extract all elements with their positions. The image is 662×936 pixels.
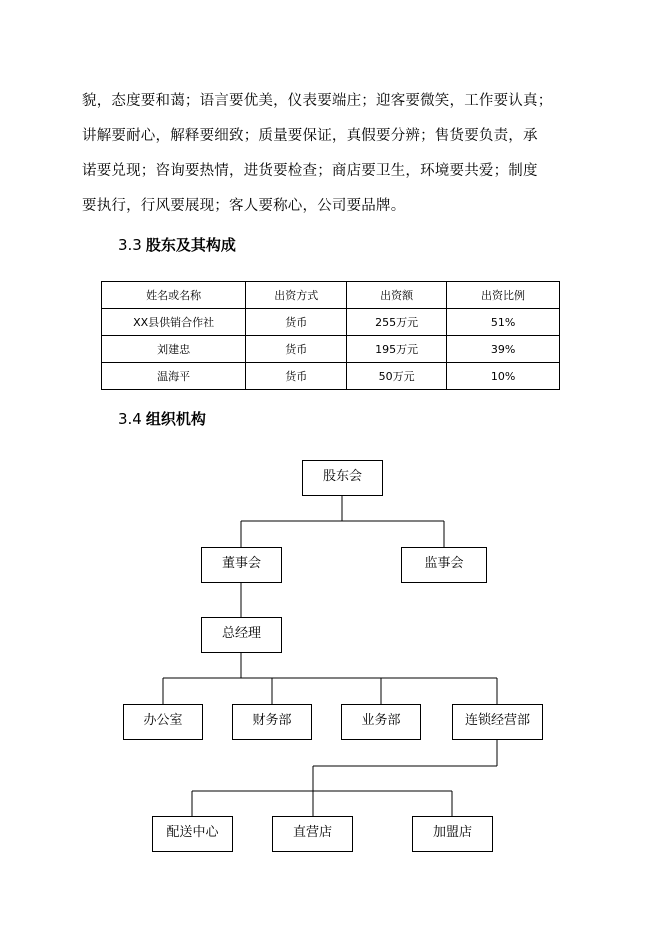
section-heading-shareholders xyxy=(118,234,236,255)
org-box-office: 办公室 xyxy=(123,704,203,740)
org-box-distribution-center: 配送中心 xyxy=(152,816,233,852)
org-box-board-of-directors: 董事会 xyxy=(201,547,282,583)
table-cell: XX县供销合作社 xyxy=(102,309,246,336)
paragraph-line: 要执行，行风要展现；客人要称心，公司要品牌。 xyxy=(82,198,406,214)
column-header: 出资方式 xyxy=(246,282,347,309)
table-cell: 货币 xyxy=(246,309,347,336)
table-cell: 50万元 xyxy=(347,363,447,390)
section-title: 股东及其构成 xyxy=(145,236,236,254)
table-cell: 51% xyxy=(447,309,560,336)
column-header: 出资额 xyxy=(347,282,447,309)
table-cell: 温海平 xyxy=(102,363,246,390)
body-paragraph xyxy=(82,84,582,224)
column-header: 姓名或名称 xyxy=(102,282,246,309)
table-cell: 刘建忠 xyxy=(102,336,246,363)
paragraph-line: 讲解要耐心，解释要细致；质量要保证，真假要分辨；售货要负责，承 xyxy=(82,128,538,144)
org-box-shareholders-meeting: 股东会 xyxy=(302,460,383,496)
table-cell: 货币 xyxy=(246,336,347,363)
table-row xyxy=(102,336,560,363)
table-row xyxy=(102,309,560,336)
table-row xyxy=(102,363,560,390)
table-cell: 货币 xyxy=(246,363,347,390)
org-box-business: 业务部 xyxy=(341,704,421,740)
table-header-row xyxy=(102,282,560,309)
org-box-chain-operations: 连锁经营部 xyxy=(452,704,543,740)
section-title: 组织机构 xyxy=(145,410,206,428)
shareholders-table xyxy=(101,281,560,390)
table-cell: 39% xyxy=(447,336,560,363)
org-box-franchise-store: 加盟店 xyxy=(412,816,493,852)
table-cell: 195万元 xyxy=(347,336,447,363)
column-header: 出资比例 xyxy=(447,282,560,309)
paragraph-line: 貌，态度要和蔼；语言要优美，仪表要端庄；迎客要微笑，工作要认真； xyxy=(82,93,553,109)
org-box-supervisory-board: 监事会 xyxy=(401,547,487,583)
org-box-general-manager: 总经理 xyxy=(201,617,282,653)
org-box-finance: 财务部 xyxy=(232,704,312,740)
section-number: 3.3 xyxy=(118,236,142,254)
paragraph-line: 诺要兑现；咨询要热情，进货要检查；商店要卫生，环境要共爱；制度 xyxy=(82,163,538,179)
table-cell: 10% xyxy=(447,363,560,390)
org-box-direct-store: 直营店 xyxy=(272,816,353,852)
table-cell: 255万元 xyxy=(347,309,447,336)
section-heading-org xyxy=(118,408,206,429)
section-number: 3.4 xyxy=(118,410,142,428)
